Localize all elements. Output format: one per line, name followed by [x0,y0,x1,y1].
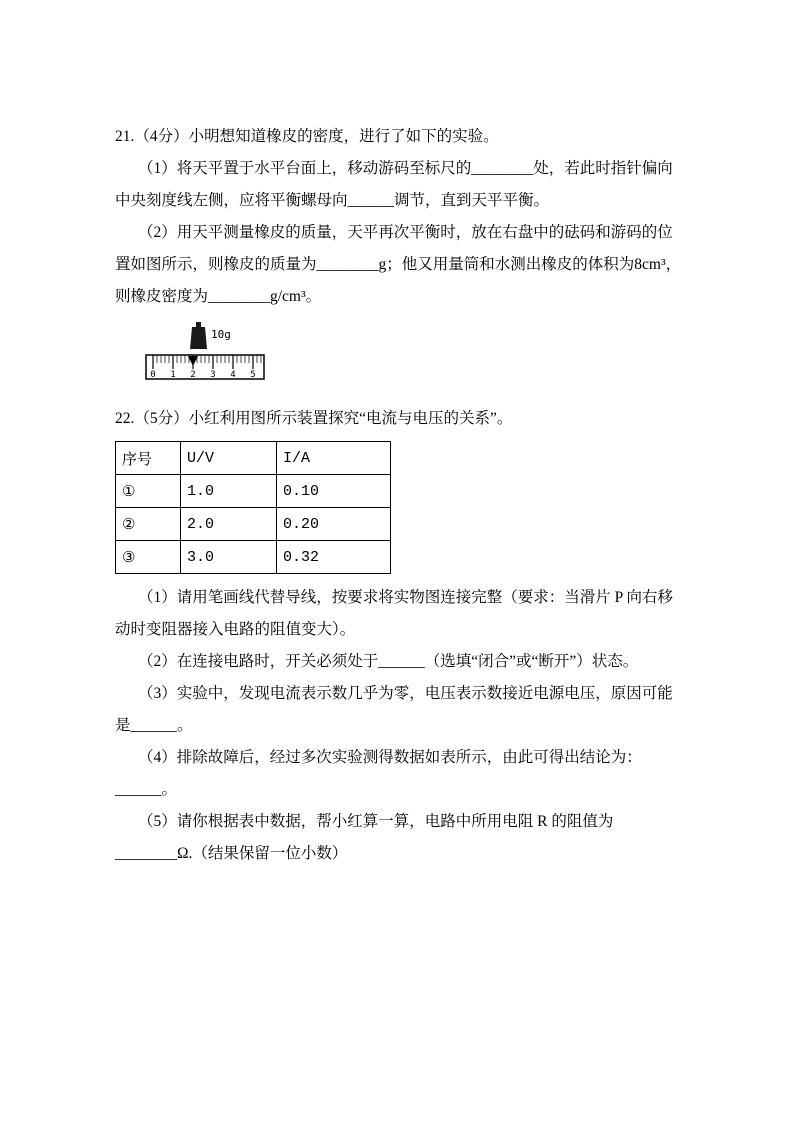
question-21-part-1: （1）将天平置于水平台面上，移动游码至标尺的________处，若此时指针偏向中央刻度线左侧，应将平衡螺母向______调节，直到天平平衡。 [115,160,673,209]
question-21-part-2: （2）用天平测量橡皮的质量，天平再次平衡时，放在右盘中的砝码和游码的位置如图所示，则橡皮的质量为________g；他又用量筒和水测出橡皮的体积为8cm³，则橡皮密度为________g/cm³。 [115,224,682,305]
current-cell: 0.10 [277,475,391,508]
question-22-part-2: （2）在连接电路时，开关必须处于______（选填“闭合”或“断开”）状态。 [138,653,639,670]
question-21-heading: 21.（4分）小明想知道橡皮的密度，进行了如下的实验。 [115,128,499,145]
row-index-cell: ② [116,508,181,541]
table-row [116,475,391,508]
table-row [116,508,391,541]
question-22 [115,403,682,870]
scale-number-5: 5 [250,370,256,380]
table-row [116,541,391,574]
row-index-cell: ① [116,475,181,508]
measurement-table [115,441,391,574]
scale-number-3: 3 [210,370,216,380]
row-index-cell: ③ [116,541,181,574]
voltage-cell: 2.0 [181,508,277,541]
ruler-icon [146,355,264,380]
weight-label: 10g [211,328,231,341]
question-22-part-5: （5）请你根据表中数据，帮小红算一算，电路中所用电阻 R 的阻值为________Ω.（结果保留一位小数） [115,813,614,862]
scale-number-1: 1 [170,370,176,380]
table-header-voltage: U/V [181,442,277,475]
voltage-cell: 3.0 [181,541,277,574]
current-cell: 0.20 [277,508,391,541]
question-22-heading: 22.（5分）小红利用图所示装置探究“电流与电压的关系”。 [115,410,513,427]
voltage-cell: 1.0 [181,475,277,508]
question-22-part-1: （1）请用笔画线代替导线，按要求将实物图连接完整（要求：当滑片 P 向右移动时变阻器接入电路的阻值变大）。 [115,589,674,638]
table-header-row [116,442,391,475]
question-22-part-4: （4）排除故障后，经过多次实验测得数据如表所示，由此可得出结论为：______。 [115,749,642,798]
balance-rider-illustration [145,321,285,391]
weight-icon [190,322,207,349]
scale-number-2: 2 [190,370,196,380]
table-header-xuhao: 序号 [116,442,181,475]
question-22-part-3: （3）实验中，发现电流表示数几乎为零，电压表示数接近电源电压，原因可能是______。 [115,685,673,734]
exam-content [115,121,682,870]
scale-number-4: 4 [230,370,236,380]
balance-rider-figure [145,321,285,391]
question-21 [115,121,682,391]
table-header-current: I/A [277,442,391,475]
scale-number-0: 0 [150,370,156,380]
current-cell: 0.32 [277,541,391,574]
